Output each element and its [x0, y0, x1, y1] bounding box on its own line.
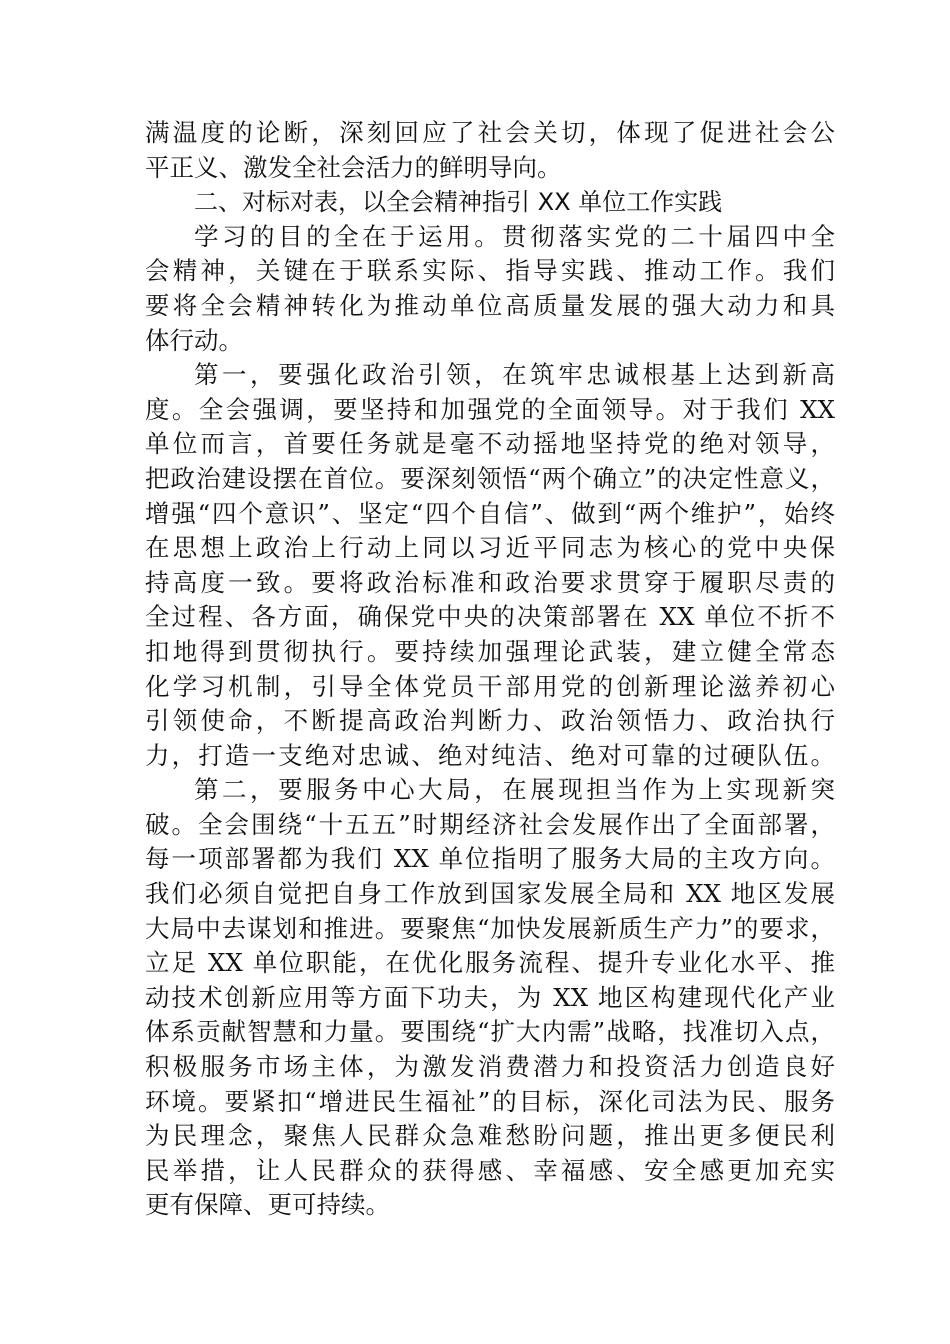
paragraph-line: 体行动。	[145, 325, 243, 355]
section-heading: 二、对标对表，以全会精神指引 XX 单位工作实践	[194, 188, 723, 217]
paragraph-line: 体系贡献智慧和力量。要围绕“扩大内需”战略，找准切入点，	[145, 1017, 835, 1047]
paragraph-line: 力，打造一支绝对忠诚、绝对纯洁、绝对可靠的过硬队伍。	[145, 740, 835, 770]
paragraph-line: 单位而言，首要任务就是毫不动摇地坚持党的绝对领导，	[145, 429, 835, 459]
paragraph-line: 破。全会围绕“十五五”时期经济社会发展作出了全面部署，	[145, 809, 835, 839]
paragraph-line: 持高度一致。要将政治标准和政治要求贯穿于履职尽责的	[145, 567, 835, 597]
paragraph-line: 度。全会强调，要坚持和加强党的全面领导。对于我们 XX	[145, 394, 835, 424]
document-body	[145, 116, 835, 1223]
paragraph-line: 更有保障、更可持续。	[145, 1190, 390, 1220]
paragraph-line: 立足 XX 单位职能，在优化服务流程、提升专业化水平、推	[145, 948, 835, 978]
paragraph-line: 每一项部署都为我们 XX 单位指明了服务大局的主攻方向。	[145, 844, 835, 874]
paragraph-line: 平正义、激发全社会活力的鲜明导向。	[145, 152, 562, 182]
paragraph-line: 引领使命，不断提高政治判断力、政治领悟力、政治执行	[145, 706, 835, 736]
paragraph-line: 为民理念，聚焦人民群众急难愁盼问题，推出更多便民利	[145, 1121, 835, 1151]
paragraph-line: 动技术创新应用等方面下功夫，为 XX 地区构建现代化产业	[145, 982, 835, 1012]
paragraph-line: 化学习机制，引导全体党员干部用党的创新理论滋养初心	[145, 671, 835, 701]
paragraph-line: 满温度的论断，深刻回应了社会关切，体现了促进社会公	[145, 118, 835, 147]
paragraph-line: 大局中去谋划和推进。要聚焦“加快发展新质生产力”的要求，	[145, 913, 835, 943]
paragraph-line: 第一，要强化政治引领，在筑牢忠诚根基上达到新高	[194, 360, 835, 390]
paragraph-line: 在思想上政治上行动上同以习近平同志为核心的党中央保	[145, 533, 835, 563]
paragraph-line: 要将全会精神转化为推动单位高质量发展的强大动力和具	[145, 290, 835, 320]
paragraph-line: 第二，要服务中心大局，在展现担当作为上实现新突	[194, 775, 835, 805]
paragraph-line: 我们必须自觉把自身工作放到国家发展全局和 XX 地区发展	[145, 879, 835, 909]
paragraph-line: 扣地得到贯彻执行。要持续加强理论武装，建立健全常态	[145, 636, 835, 666]
paragraph-line: 学习的目的全在于运用。贯彻落实党的二十届四中全	[194, 221, 835, 251]
paragraph-line: 积极服务市场主体，为激发消费潜力和投资活力创造良好	[145, 1052, 835, 1082]
paragraph-line: 民举措，让人民群众的获得感、幸福感、安全感更加充实	[145, 1155, 835, 1185]
paragraph-line: 会精神，关键在于联系实际、指导实践、推动工作。我们	[145, 256, 835, 286]
paragraph-line: 把政治建设摆在首位。要深刻领悟“两个确立”的决定性意义，	[145, 463, 835, 493]
paragraph-line: 增强“四个意识”、坚定“四个自信”、做到“两个维护”，始终	[145, 498, 835, 528]
paragraph-line: 环境。要紧扣“增进民生福祉”的目标，深化司法为民、服务	[145, 1086, 835, 1116]
paragraph-line: 全过程、各方面，确保党中央的决策部署在 XX 单位不折不	[145, 602, 835, 632]
